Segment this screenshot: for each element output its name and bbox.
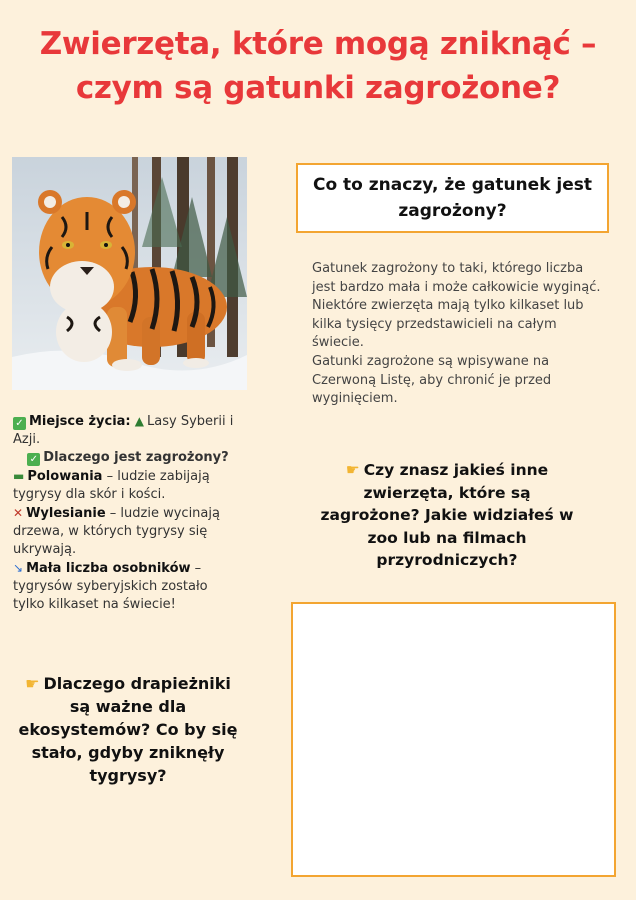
pointing-hand-icon: ☛ (345, 461, 360, 479)
habitat-section (13, 412, 243, 614)
pointing-hand-icon: ☛ (25, 674, 40, 693)
tree-icon: ▲ (134, 414, 145, 428)
definition-paragraph: Gatunki zagrożone są wpisywane na Czerwoną Listę, aby chronić je przed wyginięciem. (312, 353, 552, 407)
reason-label: Polowania (27, 469, 103, 484)
predator-question-text: Dlaczego drapieżniki są ważne dla ekosystemów? Co by się stało, gdyby zniknęły tygrysy? (18, 674, 238, 785)
definition-paragraph: Gatunek zagrożony to taki, którego liczba jest bardzo mała i może całkowicie wyginąć. (312, 261, 601, 295)
answer-box[interactable] (291, 602, 616, 877)
other-animals-question-text: Czy znasz jakieś inne zwierzęta, które są zagrożone? Jakie widziałeś w zoo lub na filmach przyrodniczych? (320, 461, 574, 569)
check-icon: ✓ (27, 453, 40, 466)
check-icon: ✓ (13, 417, 26, 430)
habitat-line (13, 412, 243, 449)
reason-text: – ludzie wycinają drzewa, w których tygrysy się ukrywają. (13, 506, 220, 557)
reason-label: Mała liczba osobników (26, 561, 191, 576)
why-heading: Dlaczego jest zagrożony? (43, 450, 229, 465)
chart-down-icon: ↘ (13, 561, 24, 575)
reason-item (13, 504, 243, 559)
chainsaw-icon: ✕ (13, 506, 24, 520)
habitat-label: Miejsce życia: (29, 414, 131, 429)
habitat-value: Lasy Syberii i Azji. (13, 414, 234, 447)
reason-item (13, 467, 243, 504)
definition-paragraph: Niektóre zwierzęta mają tylko kilkaset lub kilka tysięcy przedstawicieli na całym świecie. (312, 298, 584, 351)
gun-icon: ▬ (13, 469, 25, 483)
why-heading-line (13, 449, 243, 467)
page-title: Zwierzęta, które mogą zniknąć – czym są gatunki zagrożone? (39, 26, 597, 106)
reason-text: – tygrysów syberyjskich zostało tylko kilkaset na świecie! (13, 561, 208, 612)
definition-heading: Co to znaczy, że gatunek jest zagrożony? (312, 175, 593, 221)
tiger-image (12, 157, 247, 390)
reason-item (13, 559, 243, 614)
reason-label: Wylesianie (26, 506, 106, 521)
other-animals-question (312, 459, 582, 572)
reason-text: – ludzie zabijają tygrysy dla skór i kości. (13, 469, 210, 502)
definition-heading-box (296, 163, 609, 233)
definition-text (312, 260, 602, 409)
predator-question (13, 672, 243, 787)
